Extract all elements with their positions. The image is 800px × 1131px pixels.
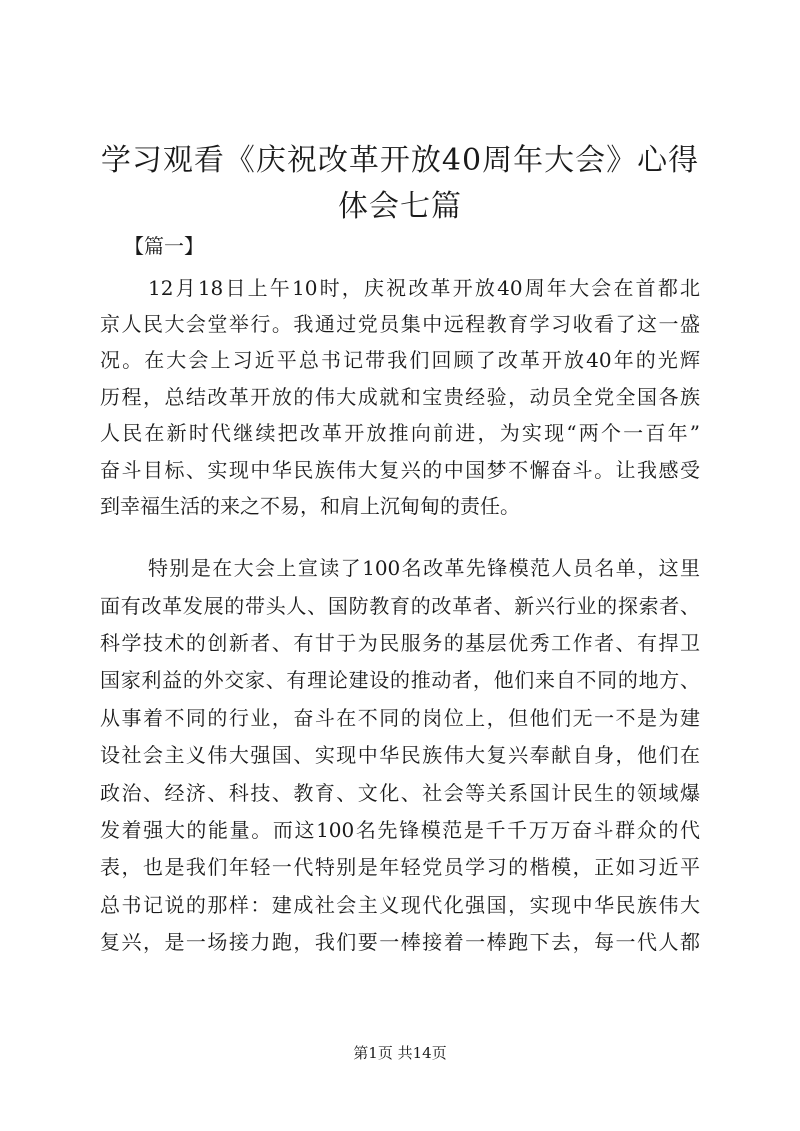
paragraph-2-line: 国家利益的外交家、有理论建设的推动者，他们来自不同的地方、 bbox=[100, 668, 700, 692]
paragraph-2-line: 总书记说的那样：建成社会主义现代化强国，实现中华民族伟大 bbox=[100, 893, 700, 917]
page-title-continued: 体会七篇 bbox=[338, 189, 462, 224]
page-title: 学习观看《庆祝改革开放40周年大会》心得 bbox=[100, 143, 700, 178]
paragraph-2-line: 从事着不同的行业，奋斗在不同的岗位上，但他们无一不是为建 bbox=[100, 706, 700, 730]
paragraph-1-line: 况。在大会上习近平总书记带我们回顾了改革开放40年的光辉 bbox=[100, 348, 700, 372]
paragraph-2-line: 表，也是我们年轻一代特别是年轻党员学习的楷模，正如习近平 bbox=[100, 855, 700, 879]
paragraph-2-line: 政治、经济、科技、教育、文化、社会等关系国计民生的领域爆 bbox=[100, 781, 700, 805]
paragraph-2-line: 设社会主义伟大强国、实现中华民族伟大复兴奉献自身，他们在 bbox=[100, 743, 700, 767]
paragraph-2-line: 面有改革发展的带头人、国防教育的改革者、新兴行业的探索者、 bbox=[100, 594, 700, 618]
paragraph-2-line: 复兴，是一场接力跑，我们要一棒接着一棒跑下去，每一代人都 bbox=[100, 930, 700, 954]
paragraph-1-line: 历程，总结改革开放的伟大成就和宝贵经验，动员全党全国各族 bbox=[100, 385, 700, 409]
section-label: 【篇一】 bbox=[124, 234, 204, 258]
paragraph-1-line: 到幸福生活的来之不易，和肩上沉甸甸的责任。 bbox=[100, 494, 520, 518]
paragraph-1-line: 京人民大会堂举行。我通过党员集中远程教育学习收看了这一盛 bbox=[100, 312, 700, 336]
paragraph-1-line: 人民在新时代继续把改革开放推向前进，为实现“两个一百年” bbox=[100, 421, 700, 445]
paragraph-2-line: 发着强大的能量。而这100名先锋模范是千千万万奋斗群众的代 bbox=[100, 818, 700, 842]
paragraph-1-line: 12月18日上午10时，庆祝改革开放40周年大会在首都北 bbox=[148, 276, 700, 300]
page-number-footer: 第1页 共14页 bbox=[353, 1044, 447, 1062]
paragraph-1-line: 奋斗目标、实现中华民族伟大复兴的中国梦不懈奋斗。让我感受 bbox=[100, 458, 700, 482]
paragraph-2-line: 科学技术的创新者、有甘于为民服务的基层优秀工作者、有捍卫 bbox=[100, 631, 700, 655]
paragraph-2-line: 特别是在大会上宣读了100名改革先锋模范人员名单，这里 bbox=[148, 556, 700, 580]
